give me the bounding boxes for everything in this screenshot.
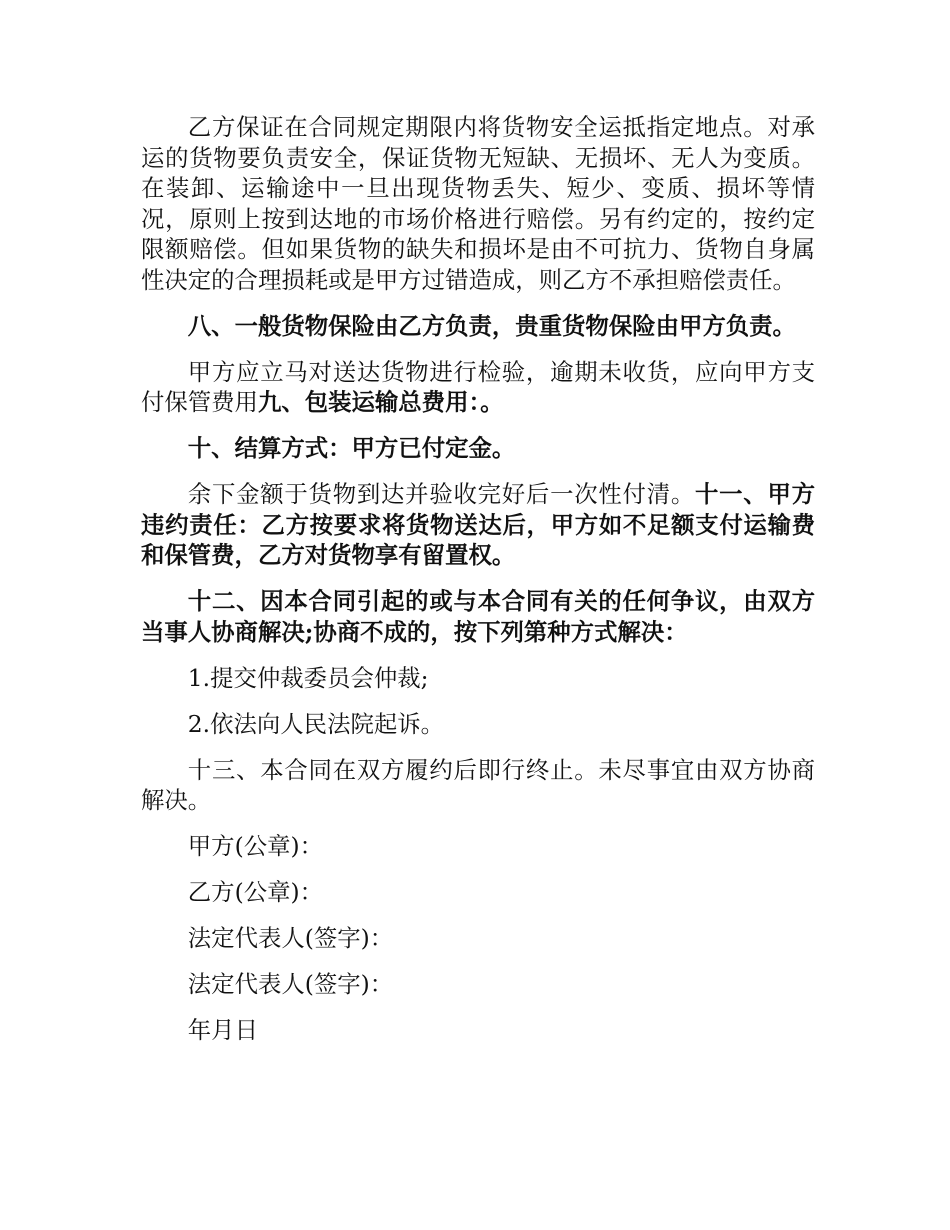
paragraph-clause-12-disputes [141,586,815,647]
paragraph-clause-10-settlement [141,433,815,464]
signature-legal-rep-b [141,969,815,1000]
text-segment: 1.提交仲裁委员会仲裁; [187,663,429,692]
text-segment: 甲方应立马对送达货物进行检验，逾期未收货，应向甲方支付保管费用 [141,357,815,416]
text-segment: 2.依法向人民法院起诉。 [187,709,445,738]
text-segment-bold: 八、一般货物保险由乙方负责，贵重货物保险由甲方负责。 [187,311,796,340]
signature-date [141,1015,815,1046]
paragraph-option-2-court [141,709,815,740]
paragraph-option-1-arbitration [141,663,815,694]
text-segment: 年月日 [187,1016,258,1044]
text-segment-bold: 九、包装运输总费用：。 [257,388,504,416]
text-segment-bold: 十、结算方式：甲方已付定金。 [187,434,516,462]
paragraph-balance-and-clause-11 [141,479,815,571]
text-segment: 法定代表人(签字)： [187,924,394,952]
text-segment: 乙方保证在合同规定期限内将货物安全运抵指定地点。对承运的货物要负责安全，保证货物无短缺、无损坏、无人为变质。在装卸、运输途中一旦出现货物丢失、短少、变质、损坏等情况，原则上按到达地的市场价格进行赔偿。另有约定的，按约定限额赔偿。但如果货物的缺失和损坏是由不可抗力、货物自身属性决定的合理损耗或是甲方过错造成，则乙方不承担赔偿责任。 [141,113,815,294]
text-segment: 法定代表人(签字)： [187,970,394,998]
paragraph-clause-8-insurance [141,311,815,342]
text-segment: 十三、本合同在双方履约后即行终止。未尽事宜由双方协商解决。 [141,755,815,814]
paragraph-clause-13-termination [141,755,815,816]
signature-party-b-seal [141,877,815,908]
signature-party-a-seal [141,831,815,862]
text-segment: 余下金额于货物到达并验收完好后一次性付清。 [187,480,695,508]
text-segment: 乙方(公章)： [187,878,324,906]
signature-legal-rep-a [141,923,815,954]
text-segment: 甲方(公章)： [187,832,324,860]
document-page [141,112,815,1061]
text-segment-bold: 十二、因本合同引起的或与本合同有关的任何争议，由双方当事人协商解决;协商不成的，按下列第种方式解决： [141,587,815,646]
paragraph-carrier-liability [141,112,815,295]
paragraph-inspection-and-clause-9 [141,357,815,418]
text-segment-bold: 十一、甲方违约责任：乙方按要求将货物送达后，甲方如不足额支付运输费和保管费，乙方对货物享有留置权。 [141,480,816,569]
